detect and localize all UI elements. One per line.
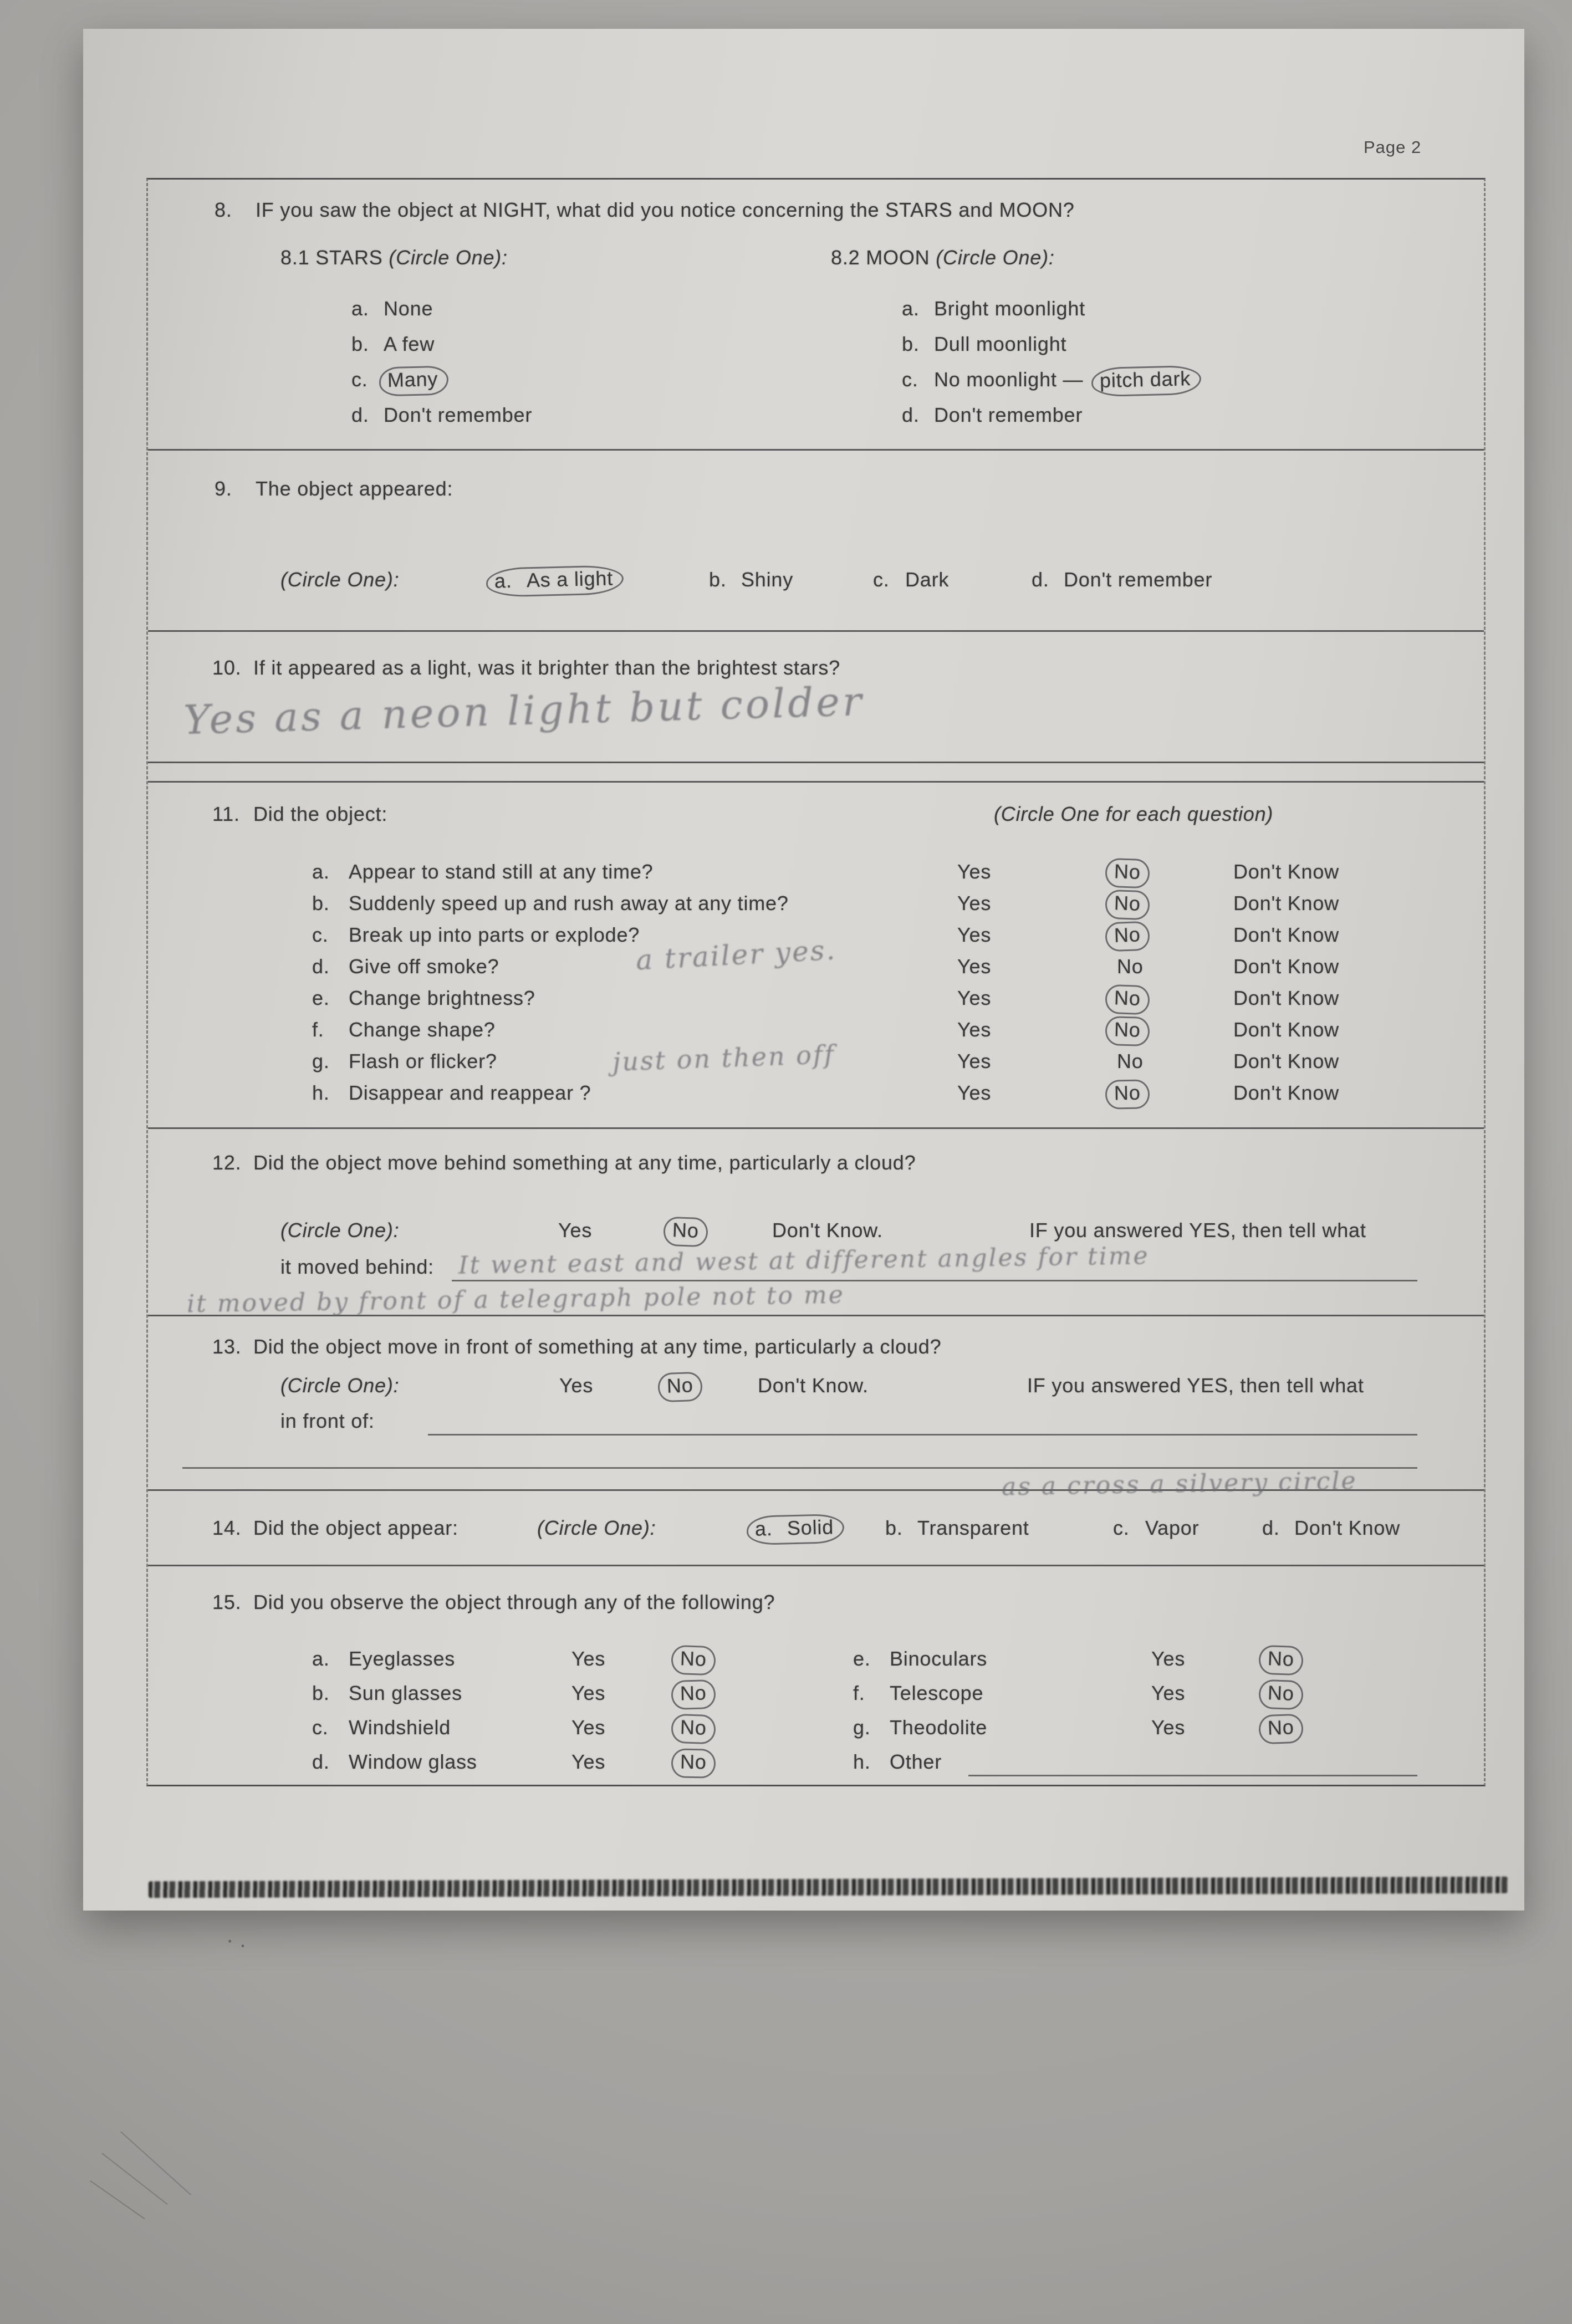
q15-d-yes: Yes	[571, 1750, 606, 1773]
q11-h-dont-know: Don't Know	[1233, 1081, 1339, 1104]
q11-b-dont-know: Don't Know	[1233, 892, 1339, 915]
moon-heading-label: 8.2 MOON	[831, 246, 930, 269]
q12-yes: Yes	[558, 1219, 593, 1242]
question-11-line	[212, 803, 387, 826]
q13-dont-know: Don't Know.	[758, 1374, 869, 1397]
q12-handwritten-line-1: It went east and west at different angles for time	[458, 1242, 1150, 1280]
question-13-number: 13.	[212, 1335, 242, 1358]
q11-b-yes: Yes	[957, 892, 992, 915]
question-15-line	[212, 1591, 775, 1614]
stars-option-d: d. Don't remember	[351, 403, 533, 426]
circle-annotation-q15-b-no: No	[671, 1679, 716, 1710]
moon-option-b: b. Dull moonlight	[902, 333, 1067, 355]
q11-e-no	[1110, 987, 1145, 1012]
circle-annotation-stars-many: Many	[379, 365, 448, 396]
circle-annotation-q15-f-no: No	[1258, 1679, 1303, 1710]
q13-in-front-of-label: in front of:	[280, 1409, 375, 1432]
q15-a-yes: Yes	[571, 1647, 606, 1670]
q13-if-yes-text: IF you answered YES, then tell what	[1027, 1374, 1364, 1397]
q15-e-yes: Yes	[1151, 1647, 1186, 1670]
circle-annotation-as-a-light: a. As a light	[486, 565, 624, 597]
page-number: Page 2	[1364, 137, 1422, 157]
stars-option-b: b. A few	[351, 333, 435, 355]
q11-row-c: c. Break up into parts or explode? Yes No Don't Know	[148, 923, 1484, 955]
q11-row-h: h. Disappear and reappear ? Yes No Don't Know	[148, 1081, 1484, 1113]
question-13-text: Did the object move in front of something at any time, particularly a cloud?	[253, 1335, 942, 1358]
moon-heading	[831, 246, 1055, 269]
q11-d-no: No	[1117, 955, 1144, 978]
q13-answer-line	[428, 1434, 1417, 1436]
q11-d-dont-know: Don't Know	[1233, 955, 1339, 978]
question-8-text: IF you saw the object at NIGHT, what did you notice concerning the STARS and MOON?	[256, 198, 1075, 221]
question-9-number: 9.	[215, 477, 232, 500]
q15-e-no	[1263, 1647, 1299, 1672]
circle-annotation-pitch-dark: pitch dark	[1091, 365, 1202, 397]
moon-option-d: d. Don't remember	[902, 403, 1083, 426]
stars-heading	[280, 246, 508, 269]
question-9-text: The object appeared:	[256, 477, 453, 500]
q12-no	[668, 1219, 703, 1244]
question-10-section	[148, 632, 1484, 783]
q12-if-yes-text: IF you answered YES, then tell what	[1029, 1219, 1366, 1242]
q14-option-a	[751, 1516, 840, 1541]
q15-d-no	[676, 1750, 711, 1775]
scanned-questionnaire-page	[83, 29, 1524, 1911]
q11-g-no: No	[1117, 1050, 1144, 1072]
q9-option-d: d. Don't remember	[1032, 568, 1213, 591]
stars-heading-label: 8.1 STARS	[280, 246, 383, 269]
q15-g-yes: Yes	[1151, 1716, 1186, 1739]
question-11-section	[148, 783, 1484, 1129]
question-8-line	[215, 198, 1075, 222]
stars-option-c: c. Many	[351, 368, 444, 393]
q11-f-yes: Yes	[957, 1018, 992, 1041]
question-9-line	[215, 477, 453, 500]
scan-artifact-band	[149, 1877, 1508, 1898]
q15-a-no	[676, 1647, 711, 1672]
question-12-text: Did the object move behind something at any time, particularly a cloud?	[253, 1151, 916, 1174]
q11-f-no	[1110, 1018, 1145, 1043]
q14-circle-one-note: (Circle One):	[537, 1516, 656, 1539]
question-8-number: 8.	[215, 198, 232, 221]
q13-yes: Yes	[559, 1374, 594, 1397]
q11-a-no	[1110, 860, 1145, 885]
q12-answer-line	[452, 1280, 1417, 1281]
stars-circle-one-note: (Circle One):	[389, 246, 508, 269]
q11-g-dont-know: Don't Know	[1233, 1050, 1339, 1072]
q11-h-no	[1110, 1081, 1145, 1106]
q13-no	[662, 1374, 698, 1399]
q15-other-answer-line	[968, 1775, 1417, 1776]
q11-circle-note: (Circle One for each question)	[994, 803, 1274, 825]
q15-row-b: b. Sun glasses Yes No f. Telescope Yes No	[148, 1682, 1484, 1713]
moon-option-c: c. No moonlight — pitch dark	[902, 368, 1197, 393]
q15-c-yes: Yes	[571, 1716, 606, 1739]
circle-annotation-q15-a-no: No	[671, 1645, 716, 1676]
circle-annotation-q15-c-no: No	[671, 1714, 716, 1745]
question-12-section	[148, 1129, 1484, 1319]
circle-annotation-q11-c-no: No	[1105, 921, 1150, 952]
q9-option-b: b. Shiny	[709, 568, 794, 591]
question-10-line	[212, 656, 840, 680]
q11-g-yes: Yes	[957, 1050, 992, 1072]
q15-b-yes: Yes	[571, 1682, 606, 1704]
q15-row-c: c. Windshield Yes No g. Theodolite Yes No	[148, 1716, 1484, 1748]
circle-annotation-q15-e-no: No	[1258, 1645, 1303, 1676]
question-10-number: 10.	[212, 656, 242, 679]
q11-a-dont-know: Don't Know	[1233, 860, 1339, 883]
q15-g-no	[1263, 1716, 1299, 1741]
circle-annotation-q13-no: No	[657, 1372, 702, 1403]
circle-annotation-q15-d-no: No	[671, 1748, 716, 1778]
circle-annotation-q11-f-no: No	[1105, 1016, 1150, 1046]
q11-f-dont-know: Don't Know	[1233, 1018, 1339, 1041]
question-14-text: Did the object appear:	[253, 1516, 458, 1539]
q13-circle-one-note: (Circle One):	[280, 1374, 400, 1397]
circle-annotation-q15-g-no: No	[1258, 1714, 1303, 1745]
q11-row-g: g. Flash or flicker? Yes No Don't Know	[312, 1050, 1339, 1072]
question-11-number: 11.	[212, 803, 240, 825]
circle-annotation-q11-h-no: No	[1105, 1079, 1150, 1109]
q10-rule-line	[148, 762, 1484, 763]
q12-handwritten-line-2: it moved by front of a telegraph pole not to me	[186, 1280, 845, 1319]
question-8-section	[148, 180, 1484, 451]
question-9-section	[148, 451, 1484, 632]
q9-option-a	[491, 568, 619, 593]
q11-row-b: b. Suddenly speed up and rush away at any time? Yes No Don't Know	[148, 892, 1484, 923]
scan-scratch-2	[120, 2131, 191, 2195]
q12-moved-behind-label: it moved behind:	[280, 1255, 434, 1278]
q11-c-yes: Yes	[957, 923, 992, 946]
circle-annotation-q11-b-no: No	[1105, 890, 1150, 921]
question-10-text: If it appeared as a light, was it brighter than the brightest stars?	[253, 656, 840, 679]
question-14-section	[148, 1467, 1484, 1566]
q11-c-dont-know: Don't Know	[1233, 923, 1339, 946]
circle-annotation-q11-e-no: No	[1105, 984, 1150, 1015]
q14-option-d: d. Don't Know	[1262, 1516, 1400, 1539]
circle-annotation-q11-a-no: No	[1105, 858, 1150, 889]
question-15-section	[148, 1566, 1484, 1788]
q12-dont-know: Don't Know.	[772, 1219, 883, 1242]
question-15-number: 15.	[212, 1591, 242, 1613]
stars-option-a: a. None	[351, 297, 433, 320]
q11-c-no	[1110, 923, 1145, 948]
q14-handwritten-note: as a cross a silvery circle	[1001, 1467, 1357, 1501]
scan-scratch-1	[101, 2153, 167, 2205]
q11-d-yes: Yes	[957, 955, 992, 978]
q15-b-no	[676, 1682, 711, 1707]
q11-row-a: a. Appear to stand still at any time? Yes No Don't Know	[148, 860, 1484, 892]
q11-row-e: e. Change brightness? Yes No Don't Know	[148, 987, 1484, 1018]
q9-option-c: c. Dark	[873, 568, 950, 591]
q9-circle-one-note: (Circle One):	[280, 568, 400, 591]
question-12-line	[212, 1151, 916, 1174]
q15-f-yes: Yes	[1151, 1682, 1186, 1704]
q10-handwritten-answer: Yes as a neon light but colder	[183, 677, 865, 744]
q11-handwritten-note-smoke: a trailer yes.	[635, 933, 838, 977]
question-11-text: Did the object:	[253, 803, 388, 825]
circle-annotation-solid: a. Solid	[746, 1514, 844, 1545]
question-13-line	[212, 1335, 941, 1358]
q12-circle-one-note: (Circle One):	[280, 1219, 400, 1242]
q14-option-c: c. Vapor	[1113, 1516, 1200, 1539]
q14-option-b: b. Transparent	[885, 1516, 1029, 1539]
q11-a-yes: Yes	[957, 860, 992, 883]
q11-row-d: d. Give off smoke? Yes No Don't Know	[312, 955, 1339, 978]
scan-scratch-3	[90, 2180, 145, 2219]
q15-c-no	[676, 1716, 711, 1741]
moon-circle-one-note: (Circle One):	[936, 246, 1055, 269]
q11-e-dont-know: Don't Know	[1233, 987, 1339, 1009]
q11-e-yes: Yes	[957, 987, 992, 1009]
question-15-text: Did you observe the object through any of the following?	[253, 1591, 775, 1613]
q11-row-f: f. Change shape? Yes No Don't Know	[148, 1018, 1484, 1050]
q11-b-no	[1110, 892, 1145, 917]
scan-speck: · .	[226, 1928, 246, 1952]
moon-option-a: a. Bright moonlight	[902, 297, 1085, 320]
q11-h-yes: Yes	[957, 1081, 992, 1104]
q15-row-d: d. Window glass Yes No h. Other	[148, 1750, 1484, 1782]
q15-row-a: a. Eyeglasses Yes No e. Binoculars Yes No	[148, 1647, 1484, 1679]
question-14-number: 14.	[212, 1516, 242, 1539]
q15-f-no	[1263, 1682, 1299, 1707]
questionnaire-form	[146, 178, 1486, 1786]
question-14-line	[212, 1516, 458, 1540]
question-12-number: 12.	[212, 1151, 242, 1174]
circle-annotation-q12-no: No	[663, 1217, 708, 1248]
q11-handwritten-note-flicker: just on then off	[612, 1039, 836, 1077]
question-13-section	[148, 1316, 1484, 1491]
